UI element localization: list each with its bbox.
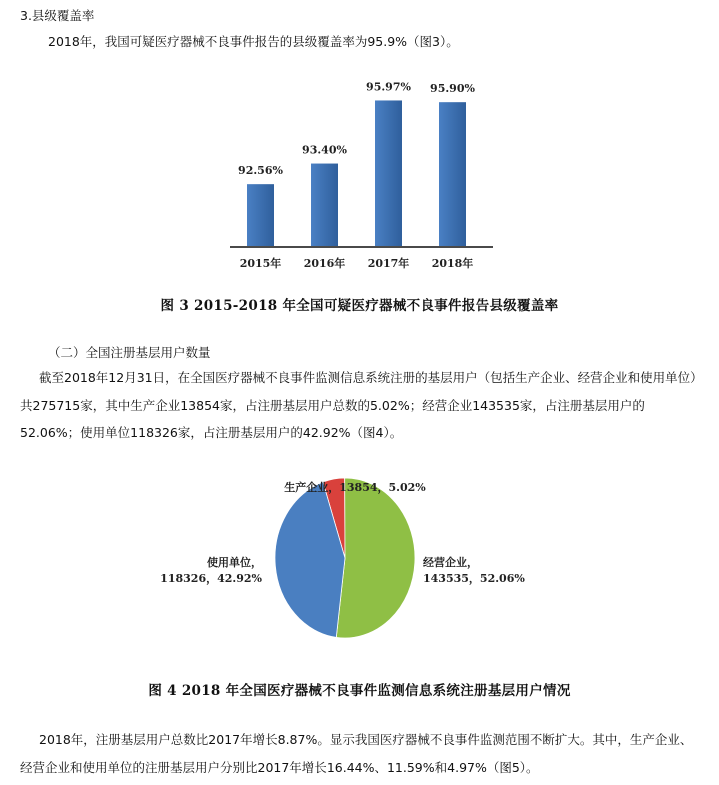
figure3-caption: 图 3 2015-2018 年全国可疑医疗器械不良事件报告县级覆盖率 [160, 298, 559, 314]
bar-data-label: 95.97% [366, 80, 411, 94]
users-paragraph: 截至2018年12月31日，在全国医疗器械不良事件监测信息系统注册的基层用户（包括生产企业、经营企业和使用单位）共275715家，其中生产企业13854家，占注册基层用户总数的5.02%；经营企业143535家，占注册基层用户的52.06%；使用单位118326家，占注册基层用户的42.92%（图4）。 [20, 370, 697, 440]
growth-paragraph: 2018年，注册基层用户总数比2017年增长8.87%。显示我国医疗器械不良事件监测范围不断扩大。其中，生产企业、经营企业和使用单位的注册基层用户分别比2017年增长16.44%、11.59%和4.97%（图5）。 [20, 732, 693, 775]
bar-tick-label: 2016年 [303, 257, 346, 270]
bar-2016年 [311, 164, 338, 247]
coverage-paragraph: 2018年，我国可疑医疗器械不良事件报告的县级覆盖率为95.9%（图3）。 [48, 34, 459, 49]
bar-data-label: 92.56% [238, 164, 283, 178]
users-pie-chart [0, 470, 719, 650]
pie-label: 使用单位， [207, 556, 262, 569]
section-heading-users: （二）全国注册基层用户数量 [48, 345, 211, 360]
pie-label-value: 118326，42.92% [160, 572, 262, 585]
pie-label-value: 143535，52.06% [423, 572, 525, 585]
bar-tick-label: 2018年 [431, 257, 474, 270]
bar-tick-label: 2017年 [367, 257, 410, 270]
figure4-caption: 图 4 2018 年全国医疗器械不良事件监测信息系统注册基层用户情况 [148, 683, 571, 699]
bar-2018年 [439, 102, 466, 247]
bar-data-label: 93.40% [302, 143, 347, 157]
pie-slice-经营企业 [336, 478, 415, 638]
bar-2017年 [375, 100, 402, 247]
coverage-bar-chart [225, 75, 500, 275]
bar-tick-label: 2015年 [239, 257, 282, 270]
section-heading: 3.县级覆盖率 [20, 8, 95, 23]
pie-label: 生产企业，13854，5.02% [284, 481, 426, 494]
pie-label: 经营企业， [423, 556, 478, 569]
bar-2015年 [247, 184, 274, 247]
bar-data-label: 95.90% [430, 82, 475, 96]
